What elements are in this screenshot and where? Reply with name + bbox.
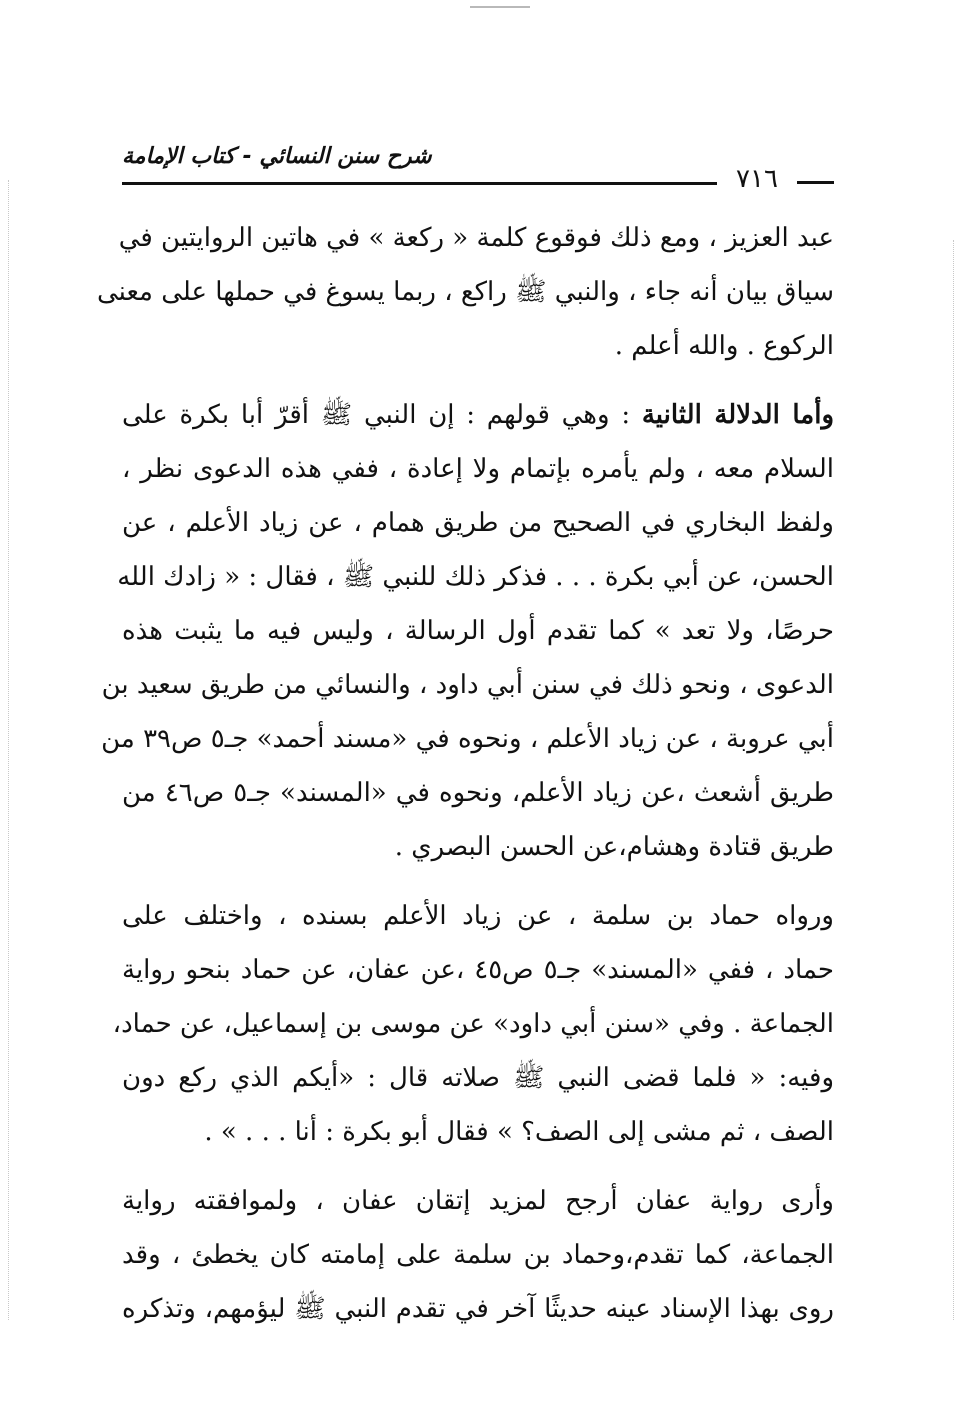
text-line: السلام معه ، ولم يأمره بإتمام ولا إعادة ، ففي هذه الدعوى نظر ، (122, 454, 834, 484)
text-line: عبد العزيز ، ومع ذلك فوقوع كلمة « ركعة » في هاتين الروايتين في (118, 223, 834, 253)
text-line: الدعوى ، ونحو ذلك في سنن أبي داود ، والنسائي من طريق سعيد بن (101, 670, 834, 700)
text-line: روى بهذا الإسناد عينه حديثًا آخر في تقدم النبي ﷺ ليؤمهم، وتذكره (122, 1294, 834, 1324)
text-line: وأرى رواية عفان أرجح لمزيد إتقان عفان ، ولموافقته رواية (122, 1186, 834, 1216)
text-line: طريق قتادة وهشام،عن الحسن البصري . (394, 832, 834, 862)
text-line: الحسن، عن أبي بكرة . . . فذكر ذلك للنبي ﷺ ، فقال : « زادك الله (117, 562, 834, 592)
text-line: سياق بيان أنه جاء ، والنبي ﷺ راكع ، ربما يسوغ في حملها على معنى (96, 277, 834, 307)
header-rule (122, 182, 717, 185)
text-line: طريق أشعث ،عن زياد الأعلم، ونحوه في «المسند» جـ٥ ص٤٦ من (122, 778, 834, 808)
text-line: حرصًا، ولا تعد » كما تقدم أول الرسالة ، وليس فيه ما يثبت هذه (122, 616, 834, 646)
text-line: الصف ، ثم مشى إلى الصف؟ » فقال أبو بكرة : أنا . . . » . (204, 1117, 834, 1147)
paragraph-lead: وأما الدلالة الثانية (641, 400, 834, 430)
text-line: الركوع . والله أعلم . (614, 331, 834, 361)
right-margin-dots (953, 240, 955, 1320)
top-edge-mark (470, 6, 530, 8)
running-header-title: شرح سنن النسائي - كتاب الإمامة (122, 144, 432, 169)
body-text (96, 211, 834, 1351)
page-number: ٧١٦ (736, 164, 778, 194)
page-number-dash (797, 181, 834, 184)
text-line: الجماعة . وفي «سنن أبي داود» عن موسى بن إسماعيل، عن حماد، (112, 1009, 834, 1039)
paragraph-2 (101, 388, 834, 874)
running-header (122, 140, 834, 200)
left-margin-dots (8, 180, 10, 1320)
text-line: حماد ، ففي «المسند» جـ٥ ص٤٥ ،عن عفان، عن حماد بنحو رواية (122, 955, 834, 985)
text-line: ورواه حماد بن سلمة ، عن زياد الأعلم بسنده ، واختلف على (122, 901, 834, 931)
paragraph-1 (96, 211, 834, 373)
text-line: ولفظ البخاري في الصحيح من طريق همام ، عن زياد الأعلم ، عن (122, 508, 834, 538)
text-line: وفيه: « فلما قضى النبي ﷺ صلاته قال : «أيكم الذي ركع دون (122, 1063, 834, 1093)
text-line: أبي عروبة ، عن زياد الأعلم ، ونحوه في «مسند أحمد» جـ٥ ص٣٩ من (101, 724, 834, 754)
paragraph-3 (112, 889, 834, 1159)
paragraph-4 (122, 1174, 834, 1336)
text-line-with-lead (122, 388, 834, 442)
text-line-rest: : وهي قولهم : إن النبي ﷺ أقرّ أبا بكرة على (122, 400, 642, 430)
text-line: الجماعة، كما تقدم،وحماد بن سلمة على إمامته كان يخطئ ، وقد (122, 1240, 834, 1270)
